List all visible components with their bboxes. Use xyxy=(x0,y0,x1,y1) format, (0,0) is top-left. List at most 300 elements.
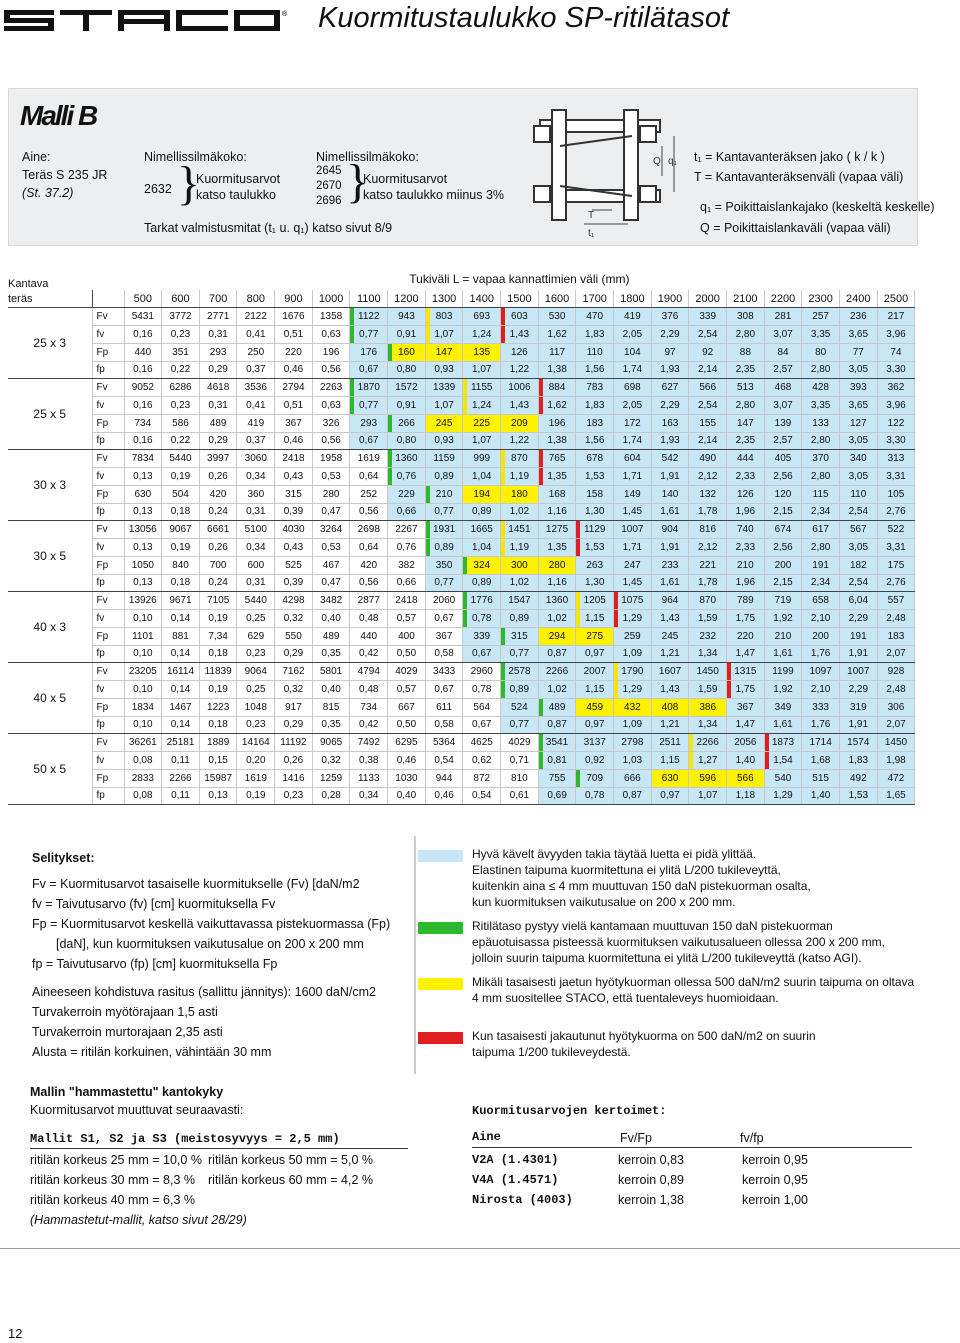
value-cell: 0,15 xyxy=(199,752,237,770)
value-cell: 709 xyxy=(576,769,614,787)
value-cell: 2,34 xyxy=(802,574,840,592)
value-cell: 3536 xyxy=(237,379,275,397)
value-cell: 367 xyxy=(275,414,313,432)
value-cell: 0,92 xyxy=(576,752,614,770)
diagram-label-t1: t₁ xyxy=(588,228,595,239)
value-cell: 333 xyxy=(802,698,840,716)
value-cell: 209 xyxy=(501,414,539,432)
value-cell: 1619 xyxy=(350,450,388,468)
value-cell: 6661 xyxy=(199,521,237,539)
value-cell: 0,42 xyxy=(350,716,388,734)
value-cell: 1,18 xyxy=(727,787,765,805)
steel-size: 40 x 5 xyxy=(8,663,92,734)
row-label: Fv xyxy=(92,663,124,681)
value-cell: 400 xyxy=(388,627,426,645)
value-cell: 3,31 xyxy=(877,468,915,486)
value-cell: 2798 xyxy=(614,734,652,752)
value-cell: 586 xyxy=(162,414,200,432)
legend-line: epäuotuisassa pisteessä kuormituksen vaikutusalueen ollessa 200 x 200 mm, xyxy=(472,935,885,949)
span-header-cell: 1000 xyxy=(312,290,350,308)
value-cell: 604 xyxy=(614,450,652,468)
row-label: fv xyxy=(92,326,124,344)
value-cell: 3,07 xyxy=(764,397,802,415)
value-cell: 160 xyxy=(388,343,426,361)
value-cell: 104 xyxy=(614,343,652,361)
value-cell: 1,07 xyxy=(463,361,501,379)
value-cell: 0,37 xyxy=(237,432,275,450)
value-cell: 1,98 xyxy=(877,752,915,770)
steel-size: 25 x 3 xyxy=(8,308,92,379)
coef-row xyxy=(472,1190,912,1210)
value-cell: 0,14 xyxy=(162,610,200,628)
table-row xyxy=(8,610,915,628)
value-cell: 9052 xyxy=(124,379,162,397)
value-cell: 245 xyxy=(425,414,463,432)
value-cell: 0,16 xyxy=(124,432,162,450)
value-cell: 0,14 xyxy=(162,716,200,734)
row-label: fp xyxy=(92,361,124,379)
value-cell: 1,61 xyxy=(764,645,802,663)
legend-line: kuitenkin aina ≤ 4 mm muuttuvan 150 daN pistekuorman osalta, xyxy=(472,879,811,893)
value-cell: 1,02 xyxy=(538,610,576,628)
value-cell: 566 xyxy=(727,769,765,787)
value-cell: 210 xyxy=(764,627,802,645)
value-cell: 1,24 xyxy=(463,397,501,415)
value-cell: 1,78 xyxy=(689,503,727,521)
value-cell: 149 xyxy=(614,485,652,503)
value-cell: 191 xyxy=(802,556,840,574)
value-cell: 432 xyxy=(614,698,652,716)
value-cell: 666 xyxy=(614,769,652,787)
explanations-title: Selitykset: xyxy=(32,851,95,865)
value-cell: 1,43 xyxy=(501,397,539,415)
value-cell: 7162 xyxy=(275,663,313,681)
value-cell: 0,54 xyxy=(463,787,501,805)
value-cell: 0,46 xyxy=(388,752,426,770)
value-cell: 2,35 xyxy=(727,361,765,379)
value-cell: 2418 xyxy=(275,450,313,468)
value-cell: 0,32 xyxy=(312,752,350,770)
value-cell: 1,29 xyxy=(614,610,652,628)
value-cell: 1,53 xyxy=(576,539,614,557)
value-cell: 1,71 xyxy=(614,539,652,557)
value-cell: 0,23 xyxy=(237,645,275,663)
legend-Q: Q = Poikittaislankaväli (vapaa väli) xyxy=(700,221,891,235)
value-cell: 84 xyxy=(764,343,802,361)
bottom-rule xyxy=(0,1248,960,1249)
value-cell: 0,77 xyxy=(350,397,388,415)
value-cell: 2056 xyxy=(727,734,765,752)
value-cell: 97 xyxy=(651,343,689,361)
value-cell: 313 xyxy=(877,450,915,468)
span-header-cell: 700 xyxy=(199,290,237,308)
value-cell: 0,89 xyxy=(425,468,463,486)
value-cell: 603 xyxy=(501,308,539,326)
table-row xyxy=(8,539,915,557)
value-cell: 0,10 xyxy=(124,681,162,699)
value-cell: 1,02 xyxy=(538,681,576,699)
value-cell: 2,10 xyxy=(802,610,840,628)
value-cell: 1,45 xyxy=(614,503,652,521)
value-cell: 133 xyxy=(802,414,840,432)
value-cell: 1,78 xyxy=(689,574,727,592)
value-cell: 7834 xyxy=(124,450,162,468)
value-cell: 489 xyxy=(312,627,350,645)
value-cell: 1873 xyxy=(764,734,802,752)
hammered-section: Mallit S1, S2 ja S3 (meistosyvyys = 2,5 mm) xyxy=(30,1130,408,1149)
value-cell: 115 xyxy=(802,485,840,503)
value-cell: 2,56 xyxy=(764,468,802,486)
value-cell: 1,07 xyxy=(689,787,727,805)
span-header-cell: 1600 xyxy=(538,290,576,308)
table-row xyxy=(8,414,915,432)
value-cell: 1,38 xyxy=(538,361,576,379)
value-cell: 2511 xyxy=(651,734,689,752)
value-cell: 419 xyxy=(614,308,652,326)
value-cell: 6295 xyxy=(388,734,426,752)
value-cell: 1,02 xyxy=(501,574,539,592)
value-cell: 3772 xyxy=(162,308,200,326)
value-cell: 1,30 xyxy=(576,574,614,592)
value-cell: 294 xyxy=(538,627,576,645)
value-cell: 765 xyxy=(538,450,576,468)
explanation-fv-load: Fv = Kuormitusarvot tasaiselle kuormitukselle (Fv) [daN/m2 xyxy=(32,877,360,891)
value-cell: 233 xyxy=(651,556,689,574)
value-cell: 2,48 xyxy=(877,610,915,628)
value-cell: 0,31 xyxy=(199,397,237,415)
value-cell: 0,23 xyxy=(275,787,313,805)
table-row xyxy=(8,681,915,699)
value-cell: 904 xyxy=(651,521,689,539)
value-cell: 122 xyxy=(877,414,915,432)
value-cell: 1,15 xyxy=(576,610,614,628)
value-cell: 0,58 xyxy=(425,716,463,734)
value-cell: 247 xyxy=(614,556,652,574)
hammered-row-2a: ritilän korkeus 30 mm = 8,3 % xyxy=(30,1173,195,1187)
value-cell: 0,34 xyxy=(350,787,388,805)
value-cell: 0,10 xyxy=(124,716,162,734)
value-cell: 3,65 xyxy=(839,397,877,415)
row-label: fv xyxy=(92,468,124,486)
coef-load: kerroin 1,38 xyxy=(618,1193,685,1207)
value-cell: 3997 xyxy=(199,450,237,468)
value-cell: 0,16 xyxy=(124,397,162,415)
row-label: Fv xyxy=(92,379,124,397)
steel-size: 30 x 5 xyxy=(8,521,92,592)
row-label: fp xyxy=(92,503,124,521)
value-cell: 0,46 xyxy=(425,787,463,805)
value-cell: 0,66 xyxy=(388,503,426,521)
span-header-cell: 1700 xyxy=(576,290,614,308)
row-label: fv xyxy=(92,610,124,628)
value-cell: 2,33 xyxy=(727,539,765,557)
value-cell: 0,77 xyxy=(350,326,388,344)
value-cell: 504 xyxy=(162,485,200,503)
value-cell: 0,97 xyxy=(651,787,689,805)
value-cell: 1199 xyxy=(764,663,802,681)
value-cell: 0,51 xyxy=(275,326,313,344)
value-cell: 0,24 xyxy=(199,503,237,521)
value-cell: 884 xyxy=(538,379,576,397)
table-row xyxy=(8,468,915,486)
value-cell: 0,35 xyxy=(312,716,350,734)
value-cell: 0,93 xyxy=(425,432,463,450)
value-cell: 999 xyxy=(463,450,501,468)
value-cell: 183 xyxy=(576,414,614,432)
value-cell: 3433 xyxy=(425,663,463,681)
coef-header-load: Fv/Fp xyxy=(620,1131,652,1145)
load-table xyxy=(8,268,915,805)
value-cell: 1,76 xyxy=(802,645,840,663)
grating-diagram xyxy=(532,106,682,240)
table-row xyxy=(8,592,915,610)
value-cell: 9065 xyxy=(312,734,350,752)
value-cell: 740 xyxy=(727,521,765,539)
value-cell: 2,48 xyxy=(877,681,915,699)
value-cell: 0,40 xyxy=(312,610,350,628)
value-cell: 0,13 xyxy=(199,787,237,805)
value-cell: 293 xyxy=(350,414,388,432)
value-cell: 0,78 xyxy=(463,610,501,628)
diagram-label-T: T xyxy=(588,210,595,221)
value-cell: 1101 xyxy=(124,627,162,645)
value-cell: 4029 xyxy=(501,734,539,752)
value-cell: 3,35 xyxy=(802,397,840,415)
value-cell: 0,64 xyxy=(350,468,388,486)
value-cell: 0,47 xyxy=(312,503,350,521)
value-cell: 4029 xyxy=(388,663,426,681)
value-cell: 0,18 xyxy=(199,716,237,734)
value-cell: 1,96 xyxy=(727,503,765,521)
value-cell: 0,77 xyxy=(501,716,539,734)
value-cell: 168 xyxy=(538,485,576,503)
value-cell: 0,77 xyxy=(425,574,463,592)
value-cell: 257 xyxy=(802,308,840,326)
coefficients-title: Kuormitusarvojen kertoimet: xyxy=(472,1104,667,1118)
value-cell: 0,16 xyxy=(124,326,162,344)
value-cell: 360 xyxy=(237,485,275,503)
value-cell: 1,22 xyxy=(501,432,539,450)
value-cell: 1,54 xyxy=(764,752,802,770)
value-cell: 1,35 xyxy=(538,539,576,557)
value-cell: 1,47 xyxy=(727,645,765,663)
hammered-row-1b: ritilän korkeus 50 mm = 5,0 % xyxy=(208,1153,373,1167)
value-cell: 1155 xyxy=(463,379,501,397)
row-label: Fp xyxy=(92,698,124,716)
value-cell: 1451 xyxy=(501,521,539,539)
value-cell: 3,30 xyxy=(877,361,915,379)
mesh-right-label: Nimellissilmäkoko: xyxy=(316,150,419,164)
value-cell: 2,15 xyxy=(764,574,802,592)
value-cell: 3,05 xyxy=(839,539,877,557)
value-cell: 2698 xyxy=(350,521,388,539)
value-cell: 1,15 xyxy=(576,681,614,699)
value-cell: 872 xyxy=(463,769,501,787)
coef-row xyxy=(472,1150,912,1170)
value-cell: 0,10 xyxy=(124,645,162,663)
value-cell: 2,80 xyxy=(802,468,840,486)
value-cell: 719 xyxy=(764,592,802,610)
value-cell: 810 xyxy=(501,769,539,787)
value-cell: 1122 xyxy=(350,308,388,326)
value-cell: 0,18 xyxy=(199,645,237,663)
value-cell: 1,43 xyxy=(651,610,689,628)
value-cell: 2266 xyxy=(689,734,727,752)
row-label: Fp xyxy=(92,485,124,503)
value-cell: 0,46 xyxy=(275,361,313,379)
row-label: Fv xyxy=(92,308,124,326)
value-cell: 23205 xyxy=(124,663,162,681)
value-cell: 1416 xyxy=(275,769,313,787)
table-row xyxy=(8,645,915,663)
value-cell: 1205 xyxy=(576,592,614,610)
span-header-cell: 2000 xyxy=(689,290,727,308)
value-cell: 0,20 xyxy=(237,752,275,770)
value-cell: 0,61 xyxy=(501,787,539,805)
value-cell: 1159 xyxy=(425,450,463,468)
value-cell: 408 xyxy=(651,698,689,716)
value-cell: 127 xyxy=(839,414,877,432)
value-cell: 0,26 xyxy=(199,468,237,486)
value-cell: 2,05 xyxy=(614,326,652,344)
value-cell: 259 xyxy=(614,627,652,645)
value-cell: 5801 xyxy=(312,663,350,681)
value-cell: 7,34 xyxy=(199,627,237,645)
value-cell: 515 xyxy=(802,769,840,787)
exact-dimensions-note: Tarkat valmistusmitat (t₁ u. q₁) katso sivut 8/9 xyxy=(144,221,393,235)
coef-load: kerroin 0,83 xyxy=(618,1153,685,1167)
brace-icon: } xyxy=(177,157,201,210)
value-cell: 1,15 xyxy=(651,752,689,770)
page-number: 12 xyxy=(8,1326,23,1341)
value-cell: 0,34 xyxy=(237,468,275,486)
value-cell: 1007 xyxy=(614,521,652,539)
value-cell: 1,93 xyxy=(651,361,689,379)
steel-size: 40 x 3 xyxy=(8,592,92,663)
explanation-fp-deflection: fp = Taivutusarvo (fp) [cm] kuormituksella Fp xyxy=(32,957,278,971)
value-cell: 783 xyxy=(576,379,614,397)
value-cell: 7492 xyxy=(350,734,388,752)
value-cell: 2,29 xyxy=(839,610,877,628)
value-cell: 2,80 xyxy=(802,432,840,450)
value-cell: 1129 xyxy=(576,521,614,539)
value-cell: 349 xyxy=(764,698,802,716)
value-cell: 440 xyxy=(124,343,162,361)
legend-swatch-yellow xyxy=(418,978,463,990)
value-cell: 2,10 xyxy=(802,681,840,699)
value-cell: 4794 xyxy=(350,663,388,681)
value-cell: 0,63 xyxy=(312,326,350,344)
value-cell: 0,31 xyxy=(237,574,275,592)
value-cell: 658 xyxy=(802,592,840,610)
value-cell: 1676 xyxy=(275,308,313,326)
value-cell: 220 xyxy=(275,343,313,361)
value-cell: 419 xyxy=(237,414,275,432)
value-cell: 3,05 xyxy=(839,468,877,486)
value-cell: 0,76 xyxy=(388,539,426,557)
value-cell: 155 xyxy=(689,414,727,432)
value-cell: 0,54 xyxy=(425,752,463,770)
value-cell: 7105 xyxy=(199,592,237,610)
value-cell: 1,91 xyxy=(839,716,877,734)
value-cell: 540 xyxy=(764,769,802,787)
note-break: Turvakerroin murtorajaan 2,35 asti xyxy=(32,1025,223,1039)
material-line: Teräs S 235 JR xyxy=(22,168,108,182)
value-cell: 943 xyxy=(388,308,426,326)
value-cell: 524 xyxy=(501,698,539,716)
value-cell: 182 xyxy=(839,556,877,574)
value-cell: 2,12 xyxy=(689,539,727,557)
value-cell: 275 xyxy=(576,627,614,645)
value-cell: 2267 xyxy=(388,521,426,539)
value-cell: 472 xyxy=(877,769,915,787)
value-cell: 0,81 xyxy=(538,752,576,770)
value-cell: 0,87 xyxy=(614,787,652,805)
row-label: Fp xyxy=(92,414,124,432)
value-cell: 117 xyxy=(538,343,576,361)
span-header-cell: 1100 xyxy=(350,290,388,308)
value-cell: 1,27 xyxy=(689,752,727,770)
value-cell: 0,32 xyxy=(275,610,313,628)
value-cell: 132 xyxy=(689,485,727,503)
value-cell: 340 xyxy=(839,450,877,468)
value-cell: 0,19 xyxy=(162,539,200,557)
table-row xyxy=(8,663,915,681)
value-cell: 4625 xyxy=(463,734,501,752)
mesh-right-note xyxy=(363,171,504,203)
value-cell: 1,07 xyxy=(425,397,463,415)
value-cell: 0,67 xyxy=(350,432,388,450)
hammered-footnote: (Hammastetut-mallit, katso sivut 28/29) xyxy=(30,1213,247,1227)
value-cell: 1,22 xyxy=(501,361,539,379)
value-cell: 0,78 xyxy=(576,787,614,805)
value-cell: 2,29 xyxy=(651,397,689,415)
row-label: fv xyxy=(92,681,124,699)
value-cell: 459 xyxy=(576,698,614,716)
value-cell: 803 xyxy=(425,308,463,326)
value-cell: 229 xyxy=(388,485,426,503)
value-cell: 944 xyxy=(425,769,463,787)
coef-header-material: Aine xyxy=(472,1130,501,1144)
value-cell: 9064 xyxy=(237,663,275,681)
value-cell: 2266 xyxy=(162,769,200,787)
table-row xyxy=(8,521,915,539)
hammered-title: Mallin "hammastettu" kantokyky xyxy=(30,1085,224,1099)
value-cell: 542 xyxy=(651,450,689,468)
steel-header-2: teräs xyxy=(8,290,92,308)
value-cell: 0,29 xyxy=(199,432,237,450)
legend-swatch-red xyxy=(418,1032,463,1044)
value-cell: 1,75 xyxy=(727,681,765,699)
row-label: Fp xyxy=(92,556,124,574)
value-cell: 126 xyxy=(501,343,539,361)
legend-line: Ritilätaso pystyy vielä kantamaan muuttuvan 150 daN pistekuorman xyxy=(472,919,833,933)
value-cell: 2,34 xyxy=(802,503,840,521)
span-header-cell: 1800 xyxy=(614,290,652,308)
value-cell: 0,56 xyxy=(350,574,388,592)
value-cell: 0,67 xyxy=(350,361,388,379)
value-cell: 1450 xyxy=(689,663,727,681)
row-label: Fp xyxy=(92,627,124,645)
value-cell: 2877 xyxy=(350,592,388,610)
value-cell: 2,56 xyxy=(764,539,802,557)
value-cell: 1665 xyxy=(463,521,501,539)
legend-line: Hyvä kävelt ävyyden takia täytää luetta ei pidä ylittää. xyxy=(472,847,757,861)
value-cell: 1,96 xyxy=(727,574,765,592)
value-cell: 1,65 xyxy=(877,787,915,805)
value-cell: 0,91 xyxy=(388,397,426,415)
value-cell: 530 xyxy=(538,308,576,326)
